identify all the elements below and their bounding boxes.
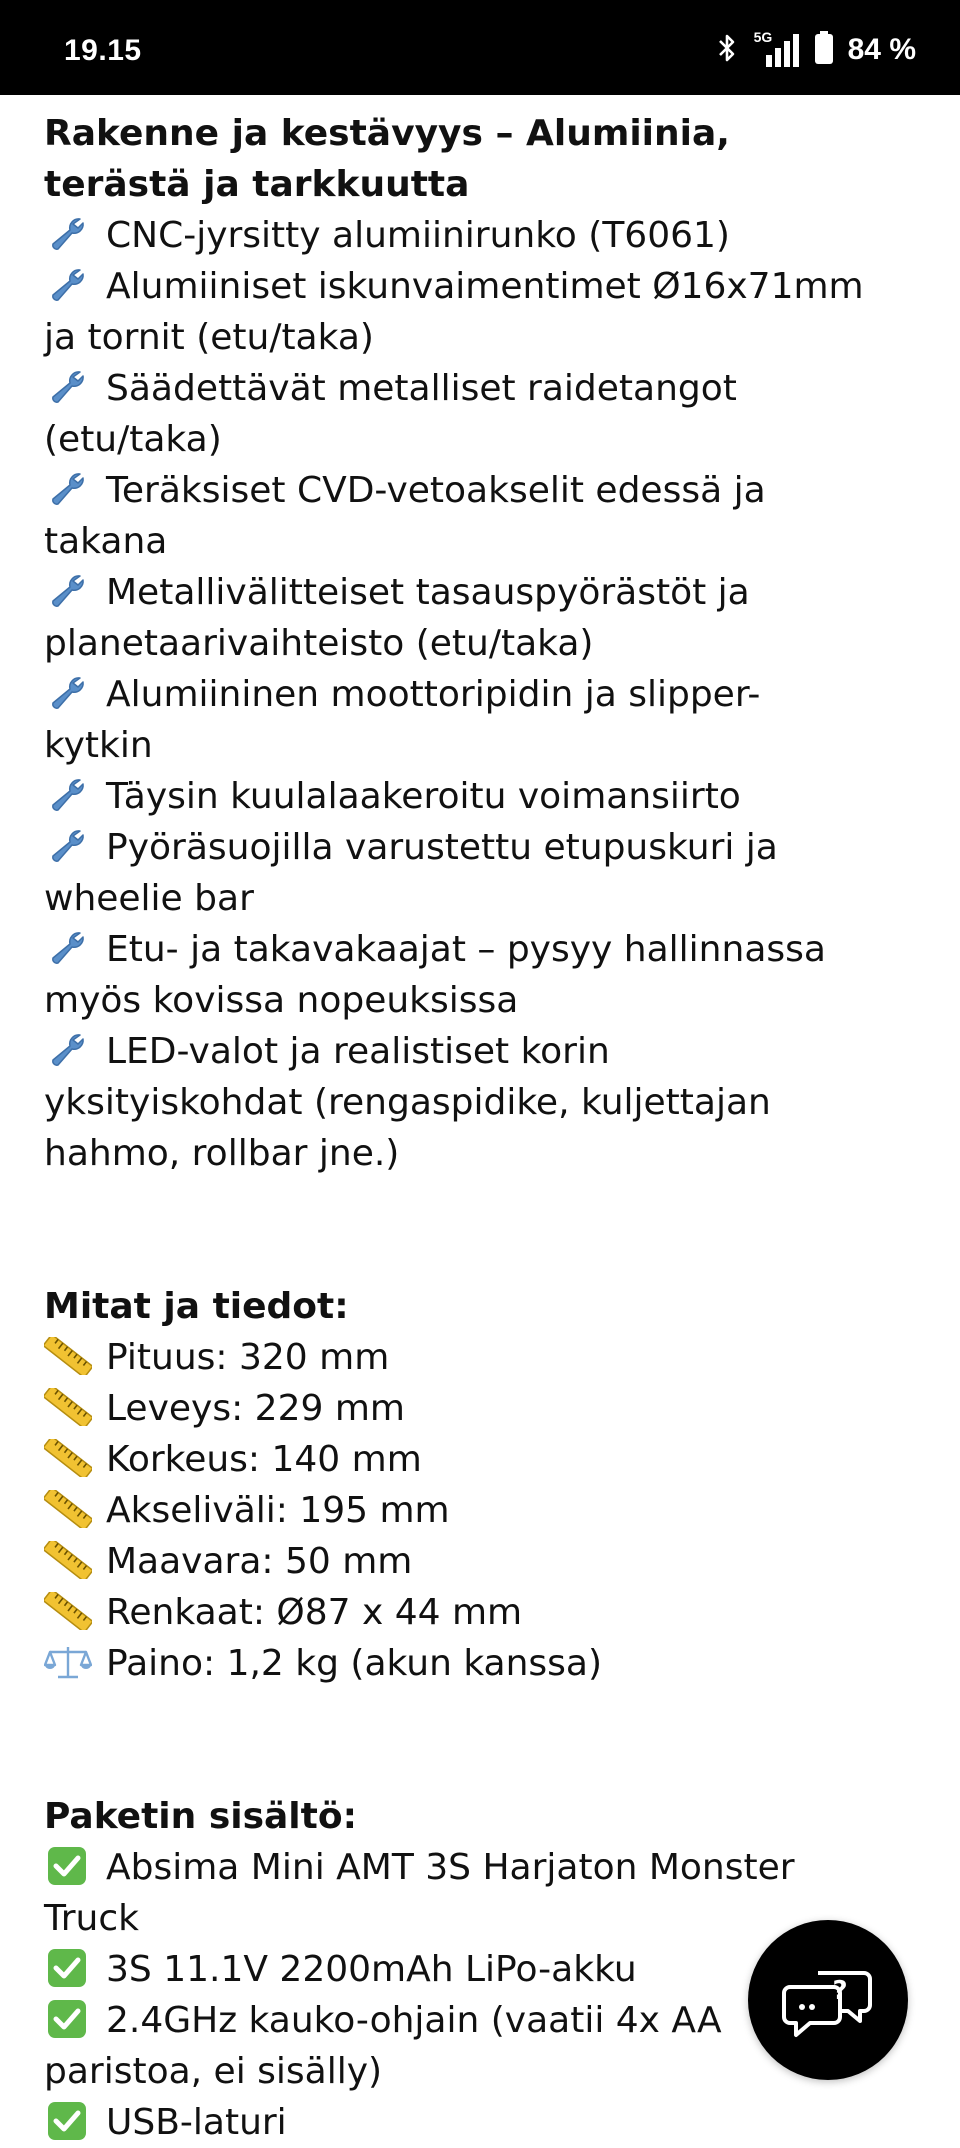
ruler-icon <box>44 1439 94 1477</box>
check-icon <box>44 2000 94 2038</box>
list-item-line <box>44 618 924 669</box>
list-item-text: Maavara: 50 mm <box>106 1541 413 1582</box>
section-heading <box>44 108 924 210</box>
wrench-icon <box>44 266 94 304</box>
list-item-text: Renkaat: Ø87 x 44 mm <box>106 1592 523 1633</box>
list-item-text: myös kovissa nopeuksissa <box>44 980 519 1021</box>
list-item-text: Paino: 1,2 kg (akun kanssa) <box>106 1643 603 1684</box>
list-item-text: planetaarivaihteisto (etu/taka) <box>44 623 594 664</box>
list-item <box>44 1536 924 1587</box>
list-item-line <box>44 1536 924 1587</box>
heading-line: Rakenne ja kestävyys – Alumiinia, <box>44 113 730 154</box>
heading-line: terästä ja tarkkuutta <box>44 164 470 205</box>
list-item <box>44 924 924 1026</box>
construction-section <box>44 108 924 1179</box>
wrench-icon <box>44 470 94 508</box>
list-item-text: Teräksiset CVD-vetoakselit edessä ja <box>106 470 766 511</box>
scale-icon <box>44 1643 94 1681</box>
svg-text:?: ? <box>832 1976 848 2006</box>
list-item-line <box>44 312 924 363</box>
list-item-line <box>44 2097 924 2148</box>
list-item-text: Akseliväli: 195 mm <box>106 1490 450 1531</box>
list-item-line <box>44 567 924 618</box>
list-item-line <box>44 1485 924 1536</box>
ruler-icon <box>44 1541 94 1579</box>
list-item-line <box>44 771 924 822</box>
list-item-text: CNC-jyrsitty alumiinirunko (T6061) <box>106 215 730 256</box>
list-item-line <box>44 669 924 720</box>
network-type-label: 5G <box>753 29 773 45</box>
ruler-icon <box>44 1592 94 1630</box>
section-heading <box>44 1791 924 1842</box>
dimensions-section <box>44 1281 924 1689</box>
wrench-icon <box>44 827 94 865</box>
list-item-text: LED-valot ja realistiset korin <box>106 1031 610 1072</box>
status-bar <box>0 0 960 95</box>
spec-list <box>44 1332 924 1689</box>
list-item-line <box>44 1026 924 1077</box>
list-item-line <box>44 414 924 465</box>
list-item-text: Täysin kuulalaakeroitu voimansiirto <box>106 776 741 817</box>
list-item <box>44 1485 924 1536</box>
list-item-text: Säädettävät metalliset raidetangot <box>106 368 737 409</box>
list-item-text: kytkin <box>44 725 153 766</box>
wrench-icon <box>44 572 94 610</box>
ruler-icon <box>44 1490 94 1528</box>
wrench-icon <box>44 674 94 712</box>
ruler-icon <box>44 1388 94 1426</box>
list-item <box>44 1026 924 1179</box>
heading-line: Paketin sisältö: <box>44 1796 357 1837</box>
list-item-line <box>44 1842 924 1893</box>
list-item-text: hahmo, rollbar jne.) <box>44 1133 400 1174</box>
status-time: 19.15 <box>64 34 142 67</box>
list-item-line <box>44 1587 924 1638</box>
wrench-icon <box>44 929 94 967</box>
check-icon <box>44 2102 94 2140</box>
list-item-line <box>44 1383 924 1434</box>
chat-help-icon <box>780 1955 876 2045</box>
list-item-line <box>44 822 924 873</box>
wrench-icon <box>44 368 94 406</box>
list-item-line <box>44 516 924 567</box>
list-item <box>44 822 924 924</box>
list-item <box>44 2097 924 2148</box>
check-icon <box>44 1949 94 1987</box>
list-item-line <box>44 210 924 261</box>
list-item-line <box>44 720 924 771</box>
list-item-line <box>44 1638 924 1689</box>
list-item <box>44 1434 924 1485</box>
list-item-text: Truck <box>44 1898 139 1939</box>
battery-icon <box>814 31 834 70</box>
product-description <box>44 108 924 2148</box>
list-item <box>44 1332 924 1383</box>
list-item-line <box>44 924 924 975</box>
list-item-line <box>44 873 924 924</box>
list-item-line <box>44 363 924 414</box>
list-item <box>44 771 924 822</box>
list-item <box>44 567 924 669</box>
list-item-line <box>44 465 924 516</box>
list-item-text: Pituus: 320 mm <box>106 1337 390 1378</box>
feature-list <box>44 210 924 1179</box>
list-item-text: Pyöräsuojilla varustettu etupuskuri ja <box>106 827 778 868</box>
list-item <box>44 1383 924 1434</box>
list-item-text: paristoa, ei sisälly) <box>44 2051 383 2092</box>
list-item-text: wheelie bar <box>44 878 254 919</box>
list-item-text: takana <box>44 521 168 562</box>
chat-help-button[interactable] <box>748 1920 908 2080</box>
list-item-line <box>44 261 924 312</box>
list-item <box>44 1638 924 1689</box>
list-item <box>44 261 924 363</box>
wrench-icon <box>44 776 94 814</box>
signal-icon <box>752 29 800 67</box>
list-item-text: Leveys: 229 mm <box>106 1388 405 1429</box>
list-item-text: USB-laturi <box>106 2102 287 2143</box>
list-item-text: 2.4GHz kauko-ohjain (vaatii 4x AA <box>106 2000 722 2041</box>
list-item-text: ja tornit (etu/taka) <box>44 317 374 358</box>
list-item-text: Korkeus: 140 mm <box>106 1439 422 1480</box>
list-item-text: Absima Mini AMT 3S Harjaton Monster <box>106 1847 795 1888</box>
list-item-line <box>44 1434 924 1485</box>
list-item-line <box>44 1077 924 1128</box>
list-item <box>44 1587 924 1638</box>
bluetooth-icon <box>716 32 738 69</box>
status-icons <box>716 30 916 70</box>
list-item <box>44 465 924 567</box>
ruler-icon <box>44 1337 94 1375</box>
list-item-text: Alumiiniset iskunvaimentimet Ø16x71mm <box>106 266 864 307</box>
list-item-text: Metallivälitteiset tasauspyörästöt ja <box>106 572 750 613</box>
list-item <box>44 210 924 261</box>
wrench-icon <box>44 1031 94 1069</box>
section-heading <box>44 1281 924 1332</box>
heading-line: Mitat ja tiedot: <box>44 1286 349 1327</box>
check-icon <box>44 1847 94 1885</box>
list-item-text: (etu/taka) <box>44 419 222 460</box>
list-item <box>44 669 924 771</box>
list-item-text: yksityiskohdat (rengaspidike, kuljettajan <box>44 1082 771 1123</box>
battery-percentage: 84 % <box>847 33 916 66</box>
list-item-line <box>44 975 924 1026</box>
list-item-text: 3S 11.1V 2200mAh LiPo-akku <box>106 1949 637 1990</box>
list-item-line <box>44 1332 924 1383</box>
list-item-text: Etu- ja takavakaajat – pysyy hallinnassa <box>106 929 826 970</box>
wrench-icon <box>44 215 94 253</box>
list-item-line <box>44 1128 924 1179</box>
list-item <box>44 363 924 465</box>
list-item-text: Alumiininen moottoripidin ja slipper- <box>106 674 761 715</box>
